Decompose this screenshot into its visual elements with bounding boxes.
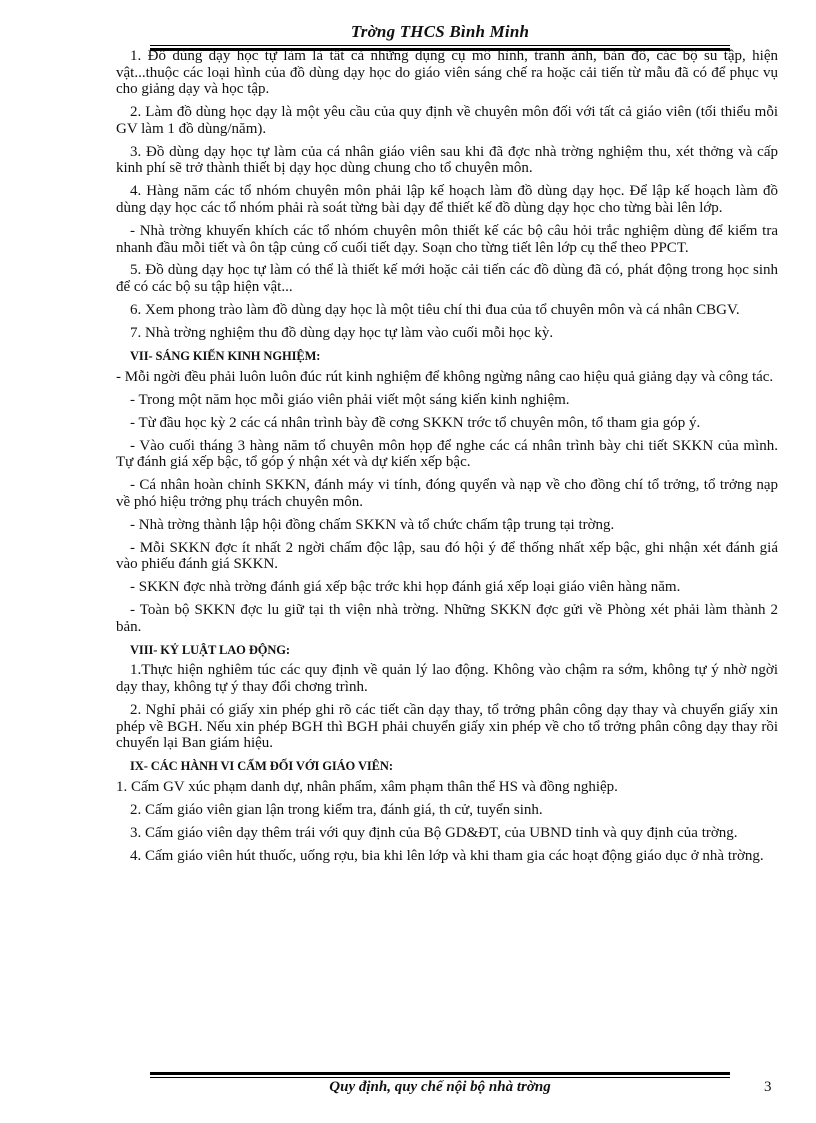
paragraph: - Mỗi ngời đều phải luôn luôn đúc rút kinh nghiệm để không ngừng nâng cao hiệu quả giảng dạy và công tác.: [116, 368, 774, 385]
paragraph: 1. Cấm GV xúc phạm danh dự, nhân phẩm, xâm phạm thân thể HS và đồng nghiệp.: [116, 778, 618, 795]
paragraph: - SKKN đợc nhà trờng đánh giá xếp bậc trớc khi họp đánh giá xếp loại giáo viên hàng năm.: [130, 579, 681, 596]
header-rule-thin: [150, 45, 730, 46]
paragraph: - Cá nhân hoàn chỉnh SKKN, đánh máy vi tính, đóng quyển và nạp về cho đồng chí tổ trởng, tổ trởng nạp về phó hiệu trởng phụ trách chuyên môn.: [116, 477, 778, 510]
footer-rule-thin: [150, 1077, 730, 1078]
document-body: [116, 48, 778, 871]
footer-rule-thick: [150, 1072, 730, 1075]
paragraph: - Nhà trờng thành lập hội đồng chấm SKKN và tổ chức chấm tập trung tại trờng.: [130, 516, 615, 533]
paragraph: 4. Hàng năm các tổ nhóm chuyên môn phải lập kế hoạch làm đồ dùng dạy học. Để lập kế hoạch làm đồ dùng dạy học các tổ nhóm phải rà soát từng bài dạy để thiết kế đồ dùng dạy học cho từng bài lên lớp.: [116, 183, 778, 216]
paragraph: 6. Xem phong trào làm đồ dùng dạy học là một tiêu chí thi đua của tổ chuyên môn và cá nhân CBGV.: [130, 302, 740, 319]
section-heading-viii: VIII- KỶ LUẬT LAO ĐỘNG:: [130, 642, 290, 657]
paragraph: 3. Cấm giáo viên dạy thêm trái với quy định của Bộ GD&ĐT, của UBND tỉnh và quy định của trờng.: [130, 824, 738, 841]
paragraph: - Mỗi SKKN đợc ít nhất 2 ngời chấm độc lập, sau đó hội ý để thống nhất xếp bậc, ghi nhận xét đánh giá vào phiếu đánh giá SKKN.: [116, 539, 778, 573]
paragraph: 3. Đồ dùng dạy học tự làm của cá nhân giáo viên sau khi đã đợc nhà trờng nghiệm thu, xét thởng và cấp kinh phí sẽ trở thành thiết bị dạy học dùng chung cho tổ chuyên môn.: [116, 143, 778, 177]
paragraph: 2. Nghỉ phải có giấy xin phép ghi rõ các tiết cần dạy thay, tổ trởng phân công dạy thay và chuyển giấy xin phép về BGH. Nếu xin phép BGH thì BGH phải chuyển giấy xin phép về cho tổ trởng phân công dạy thay rồi chuyển lại Ban giám hiệu.: [116, 702, 778, 752]
page-footer: Quy định, quy chế nội bộ nhà trờng: [329, 1079, 551, 1095]
section-heading-ix: IX- CÁC HÀNH VI CẤM ĐỐI VỚI GIÁO VIÊN:: [130, 759, 393, 774]
paragraph: 7. Nhà trờng nghiệm thu đồ dùng dạy học tự làm vào cuối mỗi học kỳ.: [130, 325, 554, 342]
paragraph: - Từ đầu học kỳ 2 các cá nhân trình bày đề cơng SKKN trớc tổ chuyên môn, tổ tham gia góp ý.: [130, 414, 701, 431]
paragraph: 2. Làm đồ dùng học dạy là một yêu cầu của quy định về chuyên môn đối với tất cả giáo viên (tối thiểu mỗi GV làm 1 đồ dùng/năm).: [116, 104, 778, 137]
paragraph: - Trong một năm học mỗi giáo viên phải viết một sáng kiến kinh nghiệm.: [130, 391, 570, 408]
page-number: 3: [764, 1079, 772, 1095]
paragraph: - Toàn bộ SKKN đợc lu giữ tại th viện nhà trờng. Những SKKN đợc gửi về Phòng xét phải làm thành 2 bản.: [116, 602, 778, 635]
paragraph: 1. Đồ dùng dạy học tự làm là tất cả những dụng cụ mô hình, tranh ảnh, bản đồ, các bộ su tập, hiện vật...thuộc các loại hình của đồ dùng dạy học do giáo viên sáng chế ra hoặc cải tiến từ mẫu đã có để phục vụ cho giảng dạy và học tập.: [116, 48, 778, 98]
paragraph: 1.Thực hiện nghiêm túc các quy định về quản lý lao động. Không vào chậm ra sớm, không tự ý nhờ ngời dạy thay, không tự ý thay đổi chơng trình.: [116, 662, 778, 696]
paragraph: - Vào cuối tháng 3 hàng năm tổ chuyên môn họp để nghe các cá nhân trình bày chi tiết SKKN của mình. Tự đánh giá xếp bậc, tổ góp ý nhận xét và dự kiến xếp bậc.: [116, 437, 778, 471]
paragraph: 4. Cấm giáo viên hút thuốc, uống rợu, bia khi lên lớp và khi tham gia các hoạt động giáo dục ở nhà trờng.: [130, 847, 764, 864]
paragraph: 5. Đồ dùng dạy học tự làm có thể là thiết kế mới hoặc cải tiến các đồ dùng đã có, phát động trong học sinh để có các bộ su tập hiện vật...: [116, 262, 778, 296]
paragraph: 2. Cấm giáo viên gian lận trong kiểm tra, đánh giá, th cử, tuyển sinh.: [130, 801, 543, 818]
page-header: Trờng THCS Bình Minh: [350, 22, 530, 41]
paragraph: - Nhà trờng khuyến khích các tổ nhóm chuyên môn thiết kế các bộ câu hỏi trắc nghiệm dùng để kiểm tra nhanh đầu mỗi tiết và ôn tập củng cố cuối tiết dạy. Soạn cho từng tiết lên lớp cụ thể theo PPCT.: [116, 222, 778, 256]
section-heading-vii: VII- SÁNG KIẾN KINH NGHIỆM:: [130, 349, 321, 364]
